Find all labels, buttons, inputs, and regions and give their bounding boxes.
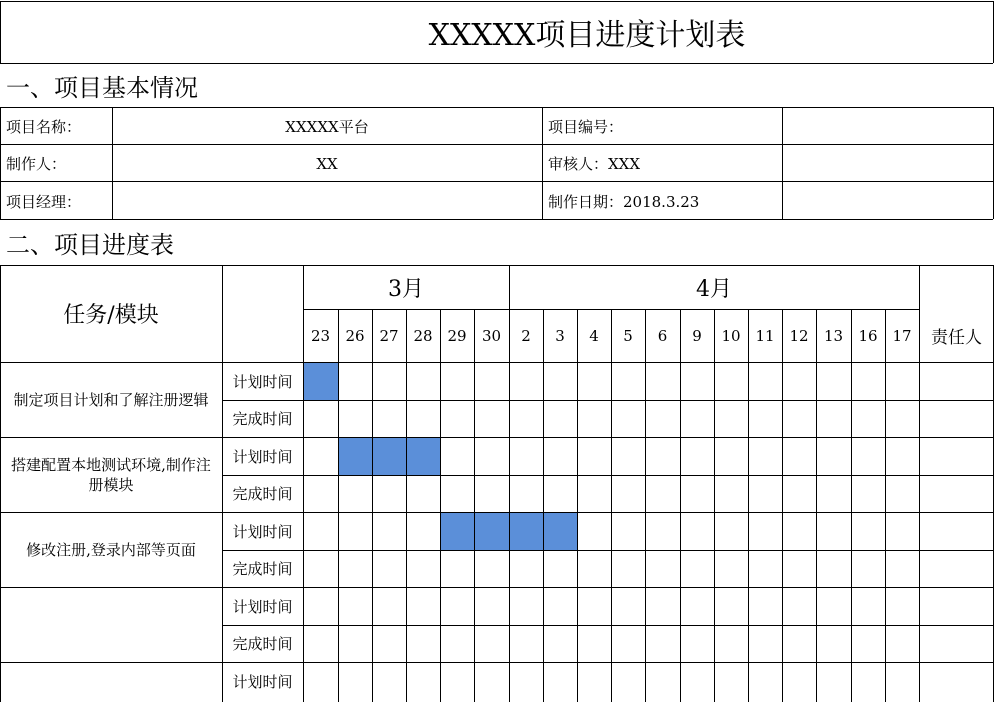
day-header-cell: 6 <box>657 326 668 345</box>
grid-line <box>782 309 783 702</box>
project-name-value[interactable]: XXXXX平台 <box>285 118 369 136</box>
page-title: XXXXX项目进度计划表 <box>428 18 746 53</box>
project-no-label: 项目编号： <box>548 118 624 136</box>
task-cell[interactable]: 搭建配置本地测试环境,制作注册模块 <box>11 455 211 494</box>
grid-line <box>474 309 475 702</box>
grid-line <box>885 309 886 702</box>
grid-line <box>406 309 407 702</box>
day-header-cell: 13 <box>823 326 844 345</box>
task-cell[interactable]: 修改注册,登录内部等页面 <box>26 540 196 559</box>
grid-line <box>645 309 646 702</box>
grid-line <box>222 475 993 476</box>
manager-label: 项目经理： <box>6 192 82 211</box>
plan-time-label: 计划时间 <box>232 597 293 616</box>
task-header: 任务/模块 <box>63 303 159 328</box>
grid-line <box>0 662 993 663</box>
grid-line <box>222 625 993 626</box>
day-header-cell: 16 <box>858 326 878 345</box>
grid-line <box>543 309 544 702</box>
grid-line <box>680 309 681 702</box>
month-march: 3月 <box>388 276 424 302</box>
day-header-cell: 2 <box>521 326 531 345</box>
grid-line <box>303 265 304 702</box>
maker-value[interactable]: XX <box>316 154 338 173</box>
grid-line <box>714 309 715 702</box>
grid-line <box>0 512 993 513</box>
grid-line <box>338 309 339 702</box>
grid-line <box>0 1 993 2</box>
day-header-cell: 27 <box>379 326 399 345</box>
grid-line <box>816 309 817 702</box>
day-header-cell: 29 <box>447 326 467 345</box>
day-header-cell: 5 <box>623 326 633 345</box>
grid-line <box>0 181 993 182</box>
grid-line <box>0 265 993 266</box>
project-no-value[interactable] <box>782 108 994 145</box>
day-header-cell: 30 <box>481 326 502 345</box>
grid-line <box>542 107 543 219</box>
date-cell[interactable]: 制作日期：2018.3.23 <box>548 192 700 211</box>
grid-line <box>0 219 993 220</box>
grid-line <box>372 309 373 702</box>
grid-line <box>222 265 223 702</box>
grid-line <box>0 587 993 588</box>
grid-line <box>611 309 612 702</box>
date-extra-cell[interactable] <box>782 182 994 220</box>
day-header-cell: 26 <box>345 326 365 345</box>
grid-line <box>509 309 510 702</box>
grid-line <box>0 362 993 363</box>
day-header-cell: 28 <box>413 326 433 345</box>
project-name-label: 项目名称： <box>6 118 82 136</box>
day-header-cell: 23 <box>310 326 331 345</box>
plan-bar <box>303 362 338 400</box>
task-cell[interactable]: 制定项目计划和了解注册逻辑 <box>13 390 209 409</box>
section-schedule: 二、项目进度表 <box>6 230 174 259</box>
day-header-cell: 9 <box>692 326 702 345</box>
grid-line <box>0 63 993 64</box>
manager-value[interactable] <box>112 182 542 220</box>
task-cell[interactable] <box>0 662 222 700</box>
owner-header: 责任人 <box>931 328 982 348</box>
done-time-label: 完成时间 <box>232 560 293 578</box>
grid-line <box>0 1 1 63</box>
plan-time-label: 计划时间 <box>232 522 293 541</box>
done-time-label: 完成时间 <box>232 635 293 653</box>
grid-line <box>748 309 749 702</box>
done-time-label: 完成时间 <box>232 485 293 503</box>
grid-line <box>112 107 113 219</box>
plan-time-label: 计划时间 <box>232 672 293 691</box>
plan-time-label: 计划时间 <box>232 447 293 466</box>
day-header-cell: 17 <box>892 326 912 345</box>
plan-time-label: 计划时间 <box>232 372 293 391</box>
grid-line <box>0 144 993 145</box>
grid-line <box>222 400 993 401</box>
day-header-cell: 12 <box>789 326 809 345</box>
grid-line <box>919 265 920 702</box>
done-time-label: 完成时间 <box>232 410 293 428</box>
grid-line <box>577 309 578 702</box>
grid-line <box>0 107 1 219</box>
section-basic-info: 一、项目基本情况 <box>6 73 198 102</box>
reviewer-cell[interactable]: 审核人：XXX <box>548 155 641 173</box>
grid-line <box>782 107 783 219</box>
grid-line <box>0 107 993 108</box>
maker-label: 制作人： <box>6 155 67 173</box>
plan-bar <box>338 437 440 475</box>
grid-line <box>222 550 993 551</box>
month-april: 4月 <box>696 276 732 302</box>
reviewer-extra-cell[interactable] <box>782 145 994 182</box>
grid-line <box>440 309 441 702</box>
day-header-cell: 11 <box>755 326 775 345</box>
day-header-cell: 3 <box>555 326 565 345</box>
day-header-cell: 4 <box>589 326 599 345</box>
task-cell[interactable] <box>0 587 222 662</box>
grid-line <box>0 265 1 702</box>
grid-line <box>851 309 852 702</box>
day-header-cell: 10 <box>721 326 741 345</box>
grid-line <box>0 437 993 438</box>
